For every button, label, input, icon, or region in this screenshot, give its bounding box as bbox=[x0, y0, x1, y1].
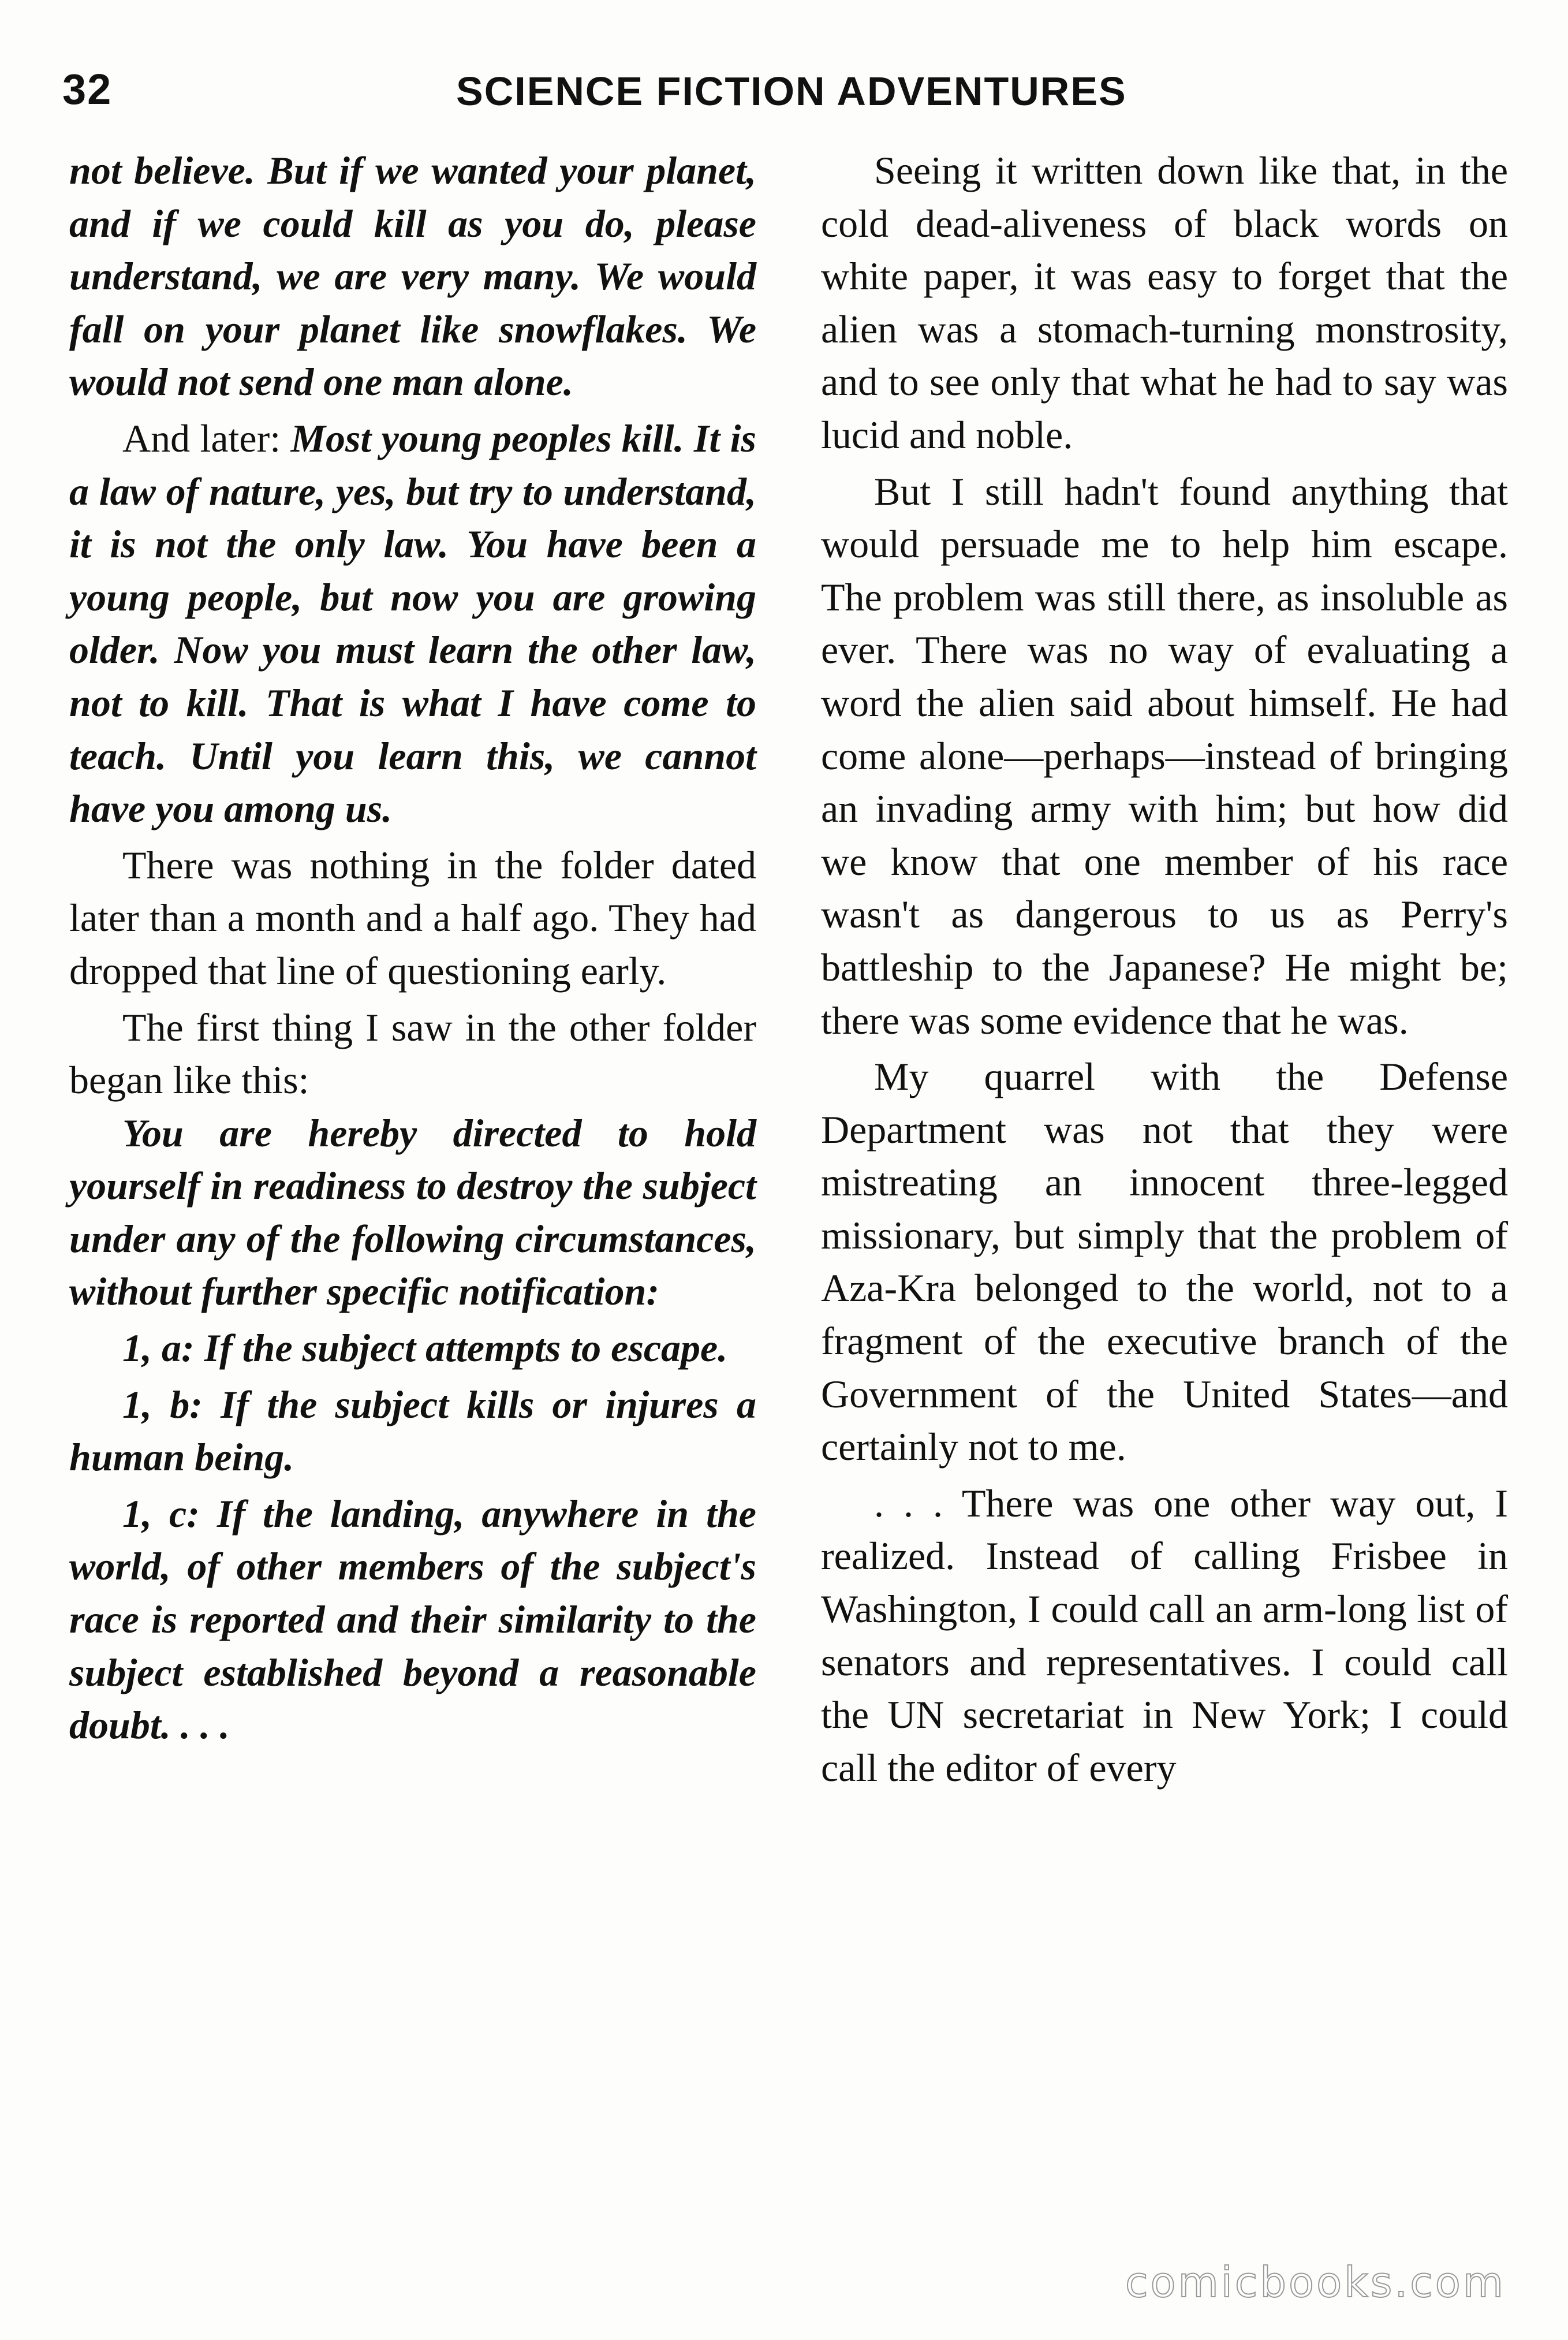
paragraph: 1, c: If the landing, anywhere in the world, of other members of the subject's race is reported and their similarity to the subject established beyond a reasonable doubt. . . . bbox=[69, 1491, 756, 1747]
paragraph: My quarrel with the Defense Department was not that they were mistreating an innocent three-legged missionary, but simply that the problem of Aza-Kra belonged to the world, not to a fragment of the executive branch of the Government of the United States—and certainly not to me. bbox=[821, 1055, 1508, 1469]
paragraph-quote: Most young peoples kill. It is a law of nature, yes, but try to understand, it is not the only law. You have been a young people, but now you are growing older. Now you must learn the other law, not to kill. That is what I have come to teach. Until you learn this, we cannot have you among us. bbox=[69, 416, 756, 831]
page-number: 32 bbox=[62, 65, 113, 113]
left-column bbox=[69, 144, 756, 1752]
paragraph: There was nothing in the folder dated later than a month and a half ago. They had dropped that line of questioning early. bbox=[69, 843, 756, 993]
paragraph bbox=[69, 412, 756, 836]
paragraph: . . . There was one other way out, I realized. Instead of calling Frisbee in Washington, I could call an arm-long list of senators and representatives. I could call the UN secretariat in New York; I could call the editor of every bbox=[821, 1481, 1508, 1790]
watermark: comicbooks.com bbox=[1125, 2258, 1506, 2307]
paragraph: not believe. But if we wanted your planet, and if we could kill as you do, please understand, we are very many. We would fall on your planet like snowflakes. We would not send one man alone. bbox=[69, 148, 756, 404]
paragraph: But I still hadn't found anything that would persuade me to help him escape. The problem was still there, as insoluble as ever. There was no way of evaluating a word the alien said about himself. He had come alone—perhaps—instead of bringing an invading army with him; but how did we know that one member of his race wasn't as dangerous to us as Perry's battleship to the Japanese? He might be; there was some evidence that he was. bbox=[821, 469, 1508, 1042]
paragraph: 1, b: If the subject kills or injures a human being. bbox=[69, 1382, 756, 1480]
running-head: SCIENCE FICTION ADVENTURES bbox=[456, 69, 1127, 114]
paragraph: 1, a: If the subject attempts to escape. bbox=[122, 1326, 728, 1370]
page-header bbox=[0, 65, 1568, 134]
right-column bbox=[821, 144, 1508, 1794]
paragraph: You are hereby directed to hold yourself in readiness to destroy the subject under any of the following circumstances, without further specific notification: bbox=[69, 1111, 756, 1314]
paragraph: Seeing it written down like that, in the cold dead-aliveness of black words on white paper, it was easy to forget that the alien was a stomach-turning monstrosity, and to see only that what he had to say was lucid and noble. bbox=[821, 148, 1508, 457]
paragraph: The first thing I saw in the other folder began like this: bbox=[69, 1005, 756, 1102]
paragraph-lead: And later: bbox=[122, 416, 291, 460]
